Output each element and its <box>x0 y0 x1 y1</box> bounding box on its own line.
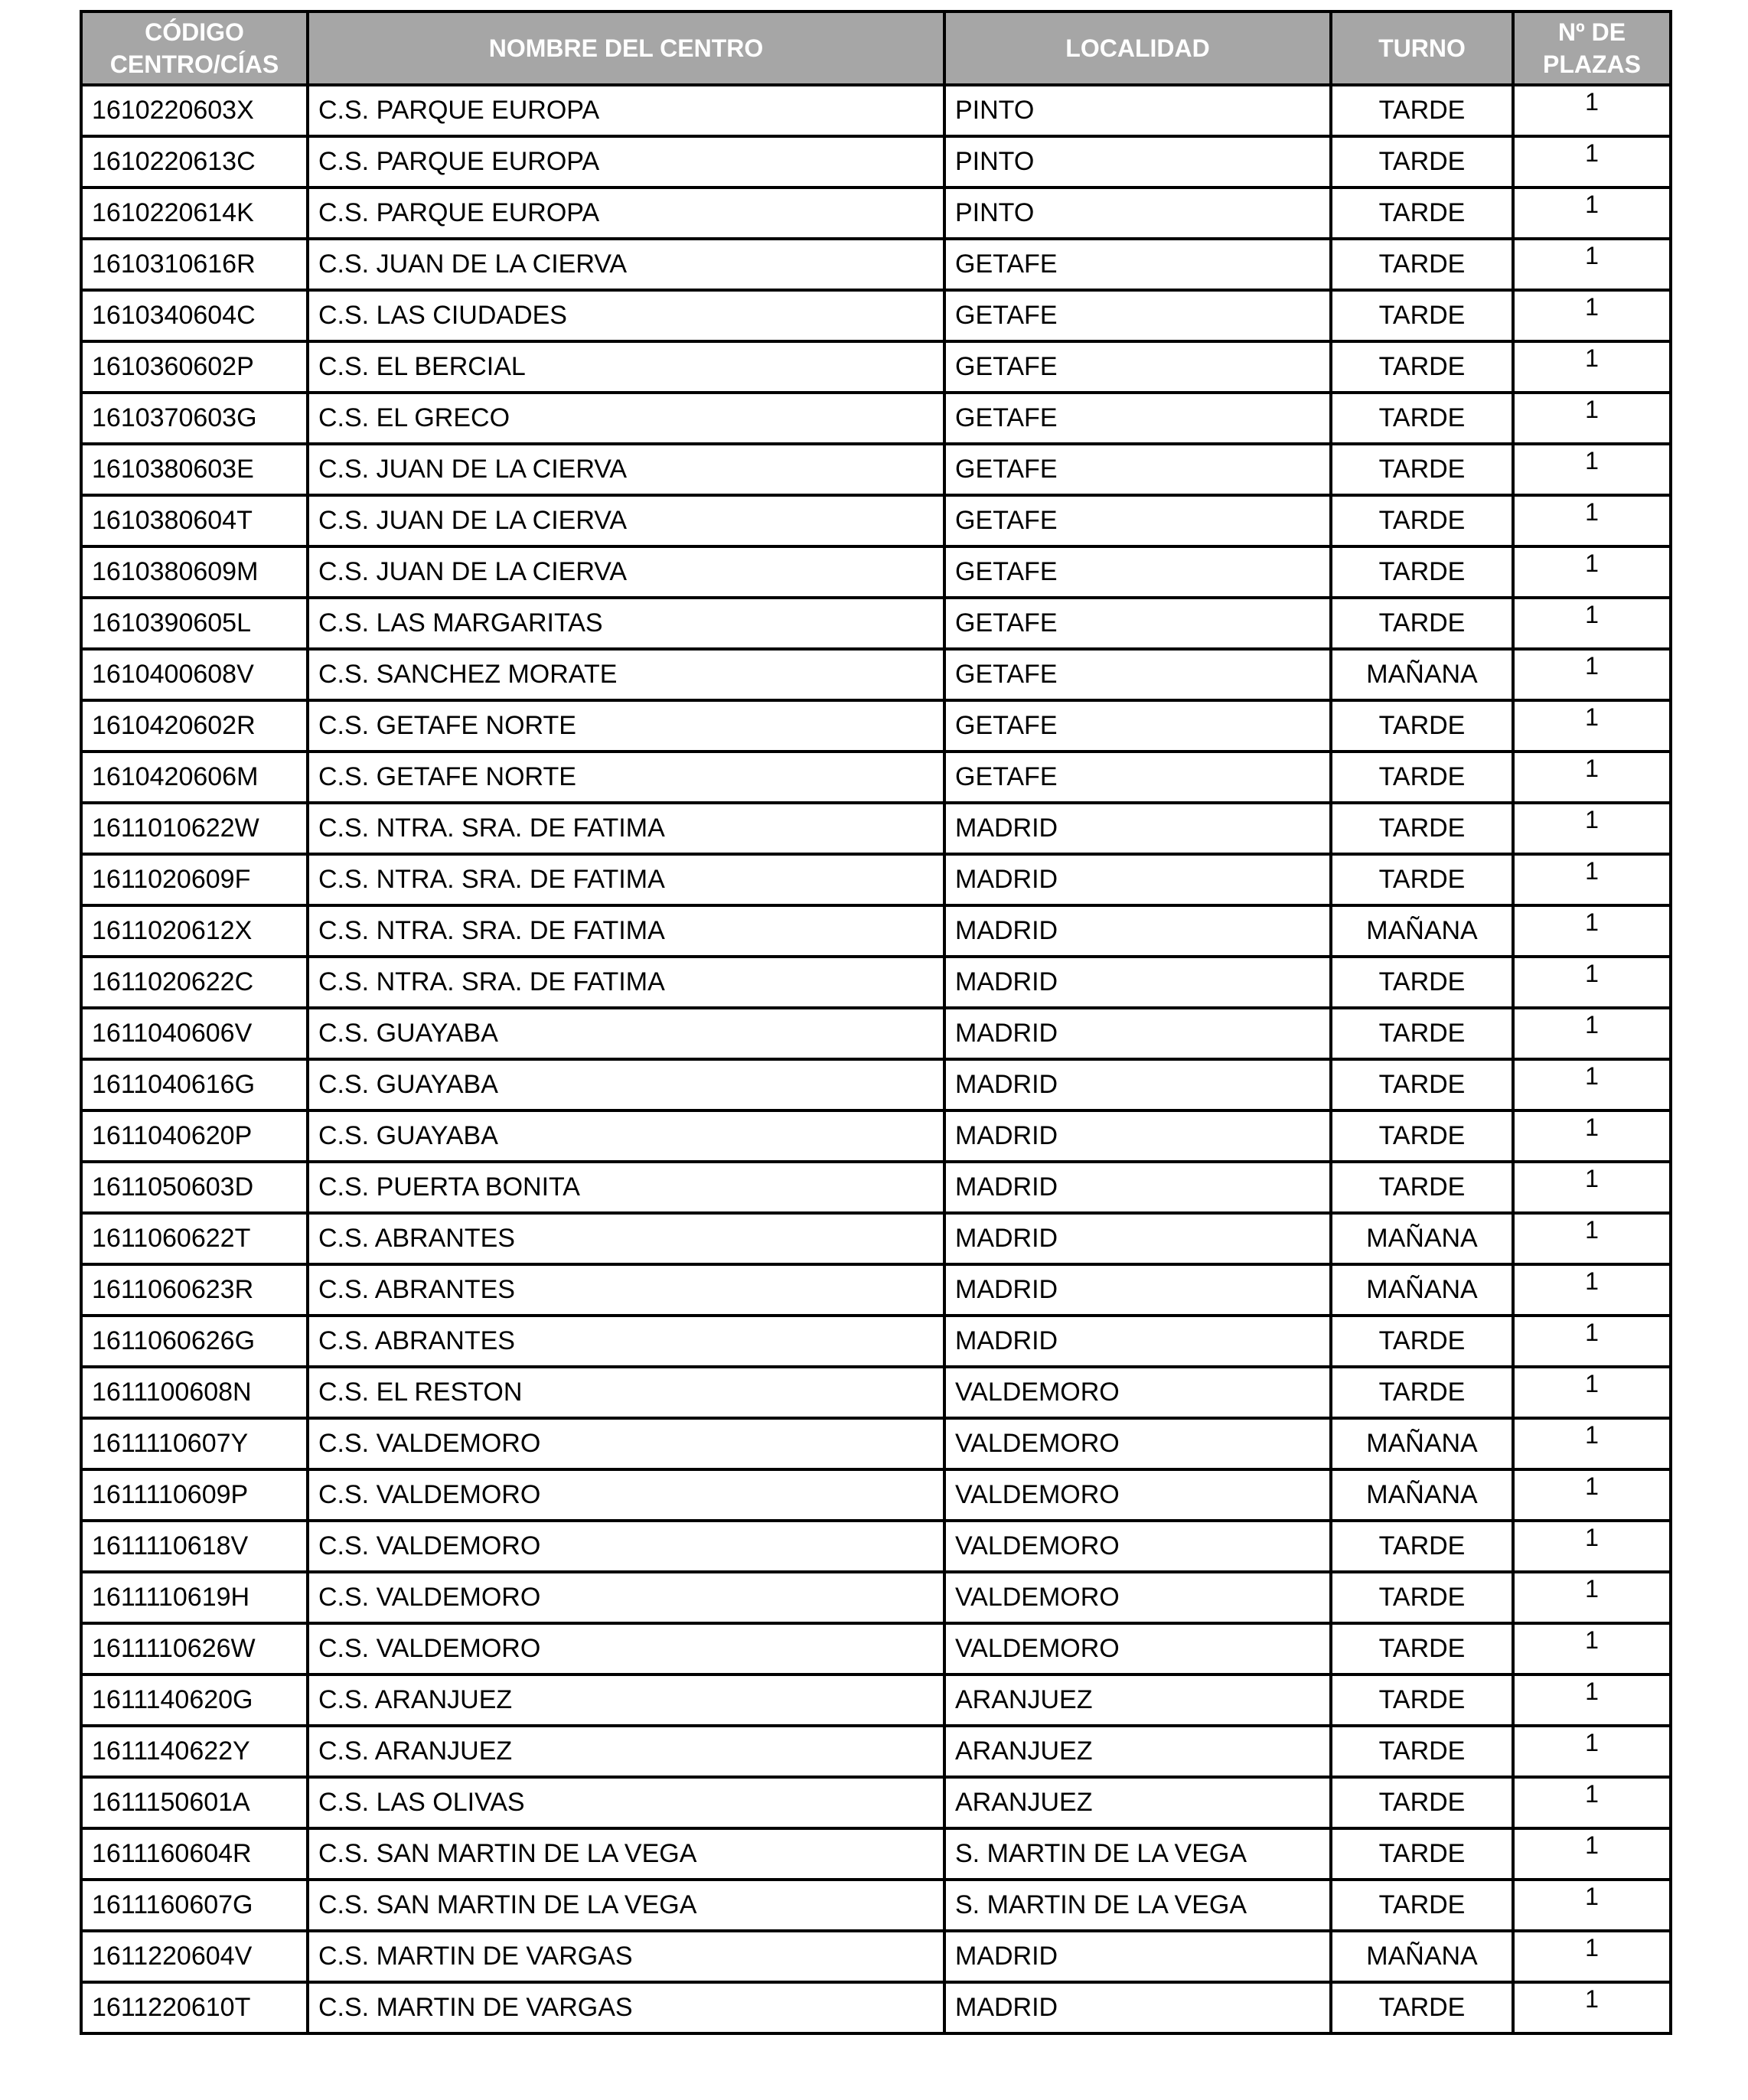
cell-locality: MADRID <box>944 1162 1331 1213</box>
cell-code: 1611140620G <box>81 1674 308 1726</box>
cell-code: 1611110619H <box>81 1572 308 1623</box>
cell-locality: MADRID <box>944 1008 1331 1059</box>
cell-code: 1611050603D <box>81 1162 308 1213</box>
cell-code: 1611040620P <box>81 1110 308 1162</box>
cell-shift: TARDE <box>1331 85 1513 136</box>
cell-shift: TARDE <box>1331 341 1513 393</box>
cell-center-name: C.S. VALDEMORO <box>308 1469 944 1521</box>
plazas-table <box>80 10 1672 2035</box>
table-row <box>81 1469 1671 1521</box>
cell-code: 1611040616G <box>81 1059 308 1110</box>
cell-center-name: C.S. LAS OLIVAS <box>308 1777 944 1828</box>
cell-code: 1611110609P <box>81 1469 308 1521</box>
plazas-table-sheet <box>80 10 1669 2035</box>
cell-shift: MAÑANA <box>1331 1469 1513 1521</box>
cell-locality: GETAFE <box>944 700 1331 752</box>
cell-code: 1610220614K <box>81 188 308 239</box>
table-row <box>81 1828 1671 1880</box>
cell-places: 1 <box>1513 1521 1671 1572</box>
table-row <box>81 290 1671 341</box>
table-row <box>81 495 1671 546</box>
cell-shift: MAÑANA <box>1331 649 1513 700</box>
cell-locality: MADRID <box>944 1982 1331 2033</box>
cell-code: 1610310616R <box>81 239 308 290</box>
table-row <box>81 649 1671 700</box>
cell-places: 1 <box>1513 1982 1671 2033</box>
cell-locality: MADRID <box>944 1110 1331 1162</box>
cell-locality: VALDEMORO <box>944 1572 1331 1623</box>
cell-center-name: C.S. GUAYABA <box>308 1008 944 1059</box>
cell-locality: MADRID <box>944 1264 1331 1316</box>
cell-locality: MADRID <box>944 803 1331 854</box>
cell-locality: VALDEMORO <box>944 1367 1331 1418</box>
table-row <box>81 1213 1671 1264</box>
cell-center-name: C.S. GETAFE NORTE <box>308 752 944 803</box>
cell-code: 1611110626W <box>81 1623 308 1674</box>
cell-places: 1 <box>1513 803 1671 854</box>
cell-code: 1610220603X <box>81 85 308 136</box>
cell-center-name: C.S. EL RESTON <box>308 1367 944 1418</box>
table-row <box>81 905 1671 957</box>
cell-places: 1 <box>1513 188 1671 239</box>
cell-center-name: C.S. VALDEMORO <box>308 1623 944 1674</box>
table-row <box>81 1008 1671 1059</box>
cell-locality: MADRID <box>944 854 1331 905</box>
cell-locality: MADRID <box>944 1059 1331 1110</box>
table-row <box>81 1418 1671 1469</box>
cell-center-name: C.S. ARANJUEZ <box>308 1674 944 1726</box>
cell-shift: MAÑANA <box>1331 1264 1513 1316</box>
cell-locality: GETAFE <box>944 495 1331 546</box>
cell-shift: TARDE <box>1331 290 1513 341</box>
table-row <box>81 341 1671 393</box>
table-row <box>81 1521 1671 1572</box>
cell-center-name: C.S. ABRANTES <box>308 1213 944 1264</box>
cell-code: 1610380603E <box>81 444 308 495</box>
table-row <box>81 444 1671 495</box>
table-row <box>81 546 1671 598</box>
cell-places: 1 <box>1513 598 1671 649</box>
cell-code: 1611150601A <box>81 1777 308 1828</box>
cell-code: 1611160604R <box>81 1828 308 1880</box>
cell-shift: TARDE <box>1331 393 1513 444</box>
header-shift: TURNO <box>1331 11 1513 85</box>
cell-locality: PINTO <box>944 136 1331 188</box>
cell-shift: TARDE <box>1331 1623 1513 1674</box>
cell-shift: TARDE <box>1331 1777 1513 1828</box>
cell-places: 1 <box>1513 752 1671 803</box>
cell-places: 1 <box>1513 1572 1671 1623</box>
cell-center-name: C.S. VALDEMORO <box>308 1572 944 1623</box>
table-row <box>81 1162 1671 1213</box>
table-row <box>81 239 1671 290</box>
table-row <box>81 752 1671 803</box>
cell-code: 1611060626G <box>81 1316 308 1367</box>
cell-shift: TARDE <box>1331 1982 1513 2033</box>
table-body <box>81 85 1671 2033</box>
cell-shift: TARDE <box>1331 598 1513 649</box>
cell-locality: MADRID <box>944 957 1331 1008</box>
cell-places: 1 <box>1513 905 1671 957</box>
cell-places: 1 <box>1513 1880 1671 1931</box>
cell-center-name: C.S. SANCHEZ MORATE <box>308 649 944 700</box>
cell-shift: MAÑANA <box>1331 1931 1513 1982</box>
cell-code: 1611010622W <box>81 803 308 854</box>
cell-places: 1 <box>1513 1931 1671 1982</box>
table-row <box>81 1674 1671 1726</box>
cell-shift: TARDE <box>1331 752 1513 803</box>
table-row <box>81 1931 1671 1982</box>
cell-shift: TARDE <box>1331 700 1513 752</box>
table-row <box>81 1623 1671 1674</box>
cell-locality: ARANJUEZ <box>944 1726 1331 1777</box>
table-row <box>81 700 1671 752</box>
cell-shift: TARDE <box>1331 1880 1513 1931</box>
cell-code: 1611160607G <box>81 1880 308 1931</box>
table-row <box>81 854 1671 905</box>
cell-center-name: C.S. ABRANTES <box>308 1264 944 1316</box>
cell-shift: TARDE <box>1331 1828 1513 1880</box>
cell-places: 1 <box>1513 1213 1671 1264</box>
cell-code: 1610380609M <box>81 546 308 598</box>
cell-shift: TARDE <box>1331 1008 1513 1059</box>
cell-shift: TARDE <box>1331 136 1513 188</box>
cell-shift: TARDE <box>1331 495 1513 546</box>
table-row <box>81 188 1671 239</box>
cell-locality: GETAFE <box>944 444 1331 495</box>
cell-places: 1 <box>1513 85 1671 136</box>
table-row <box>81 1726 1671 1777</box>
cell-code: 1611020622C <box>81 957 308 1008</box>
cell-places: 1 <box>1513 854 1671 905</box>
cell-center-name: C.S. NTRA. SRA. DE FATIMA <box>308 854 944 905</box>
header-places: Nº DE PLAZAS <box>1513 11 1671 85</box>
table-row <box>81 136 1671 188</box>
cell-center-name: C.S. SAN MARTIN DE LA VEGA <box>308 1880 944 1931</box>
cell-locality: GETAFE <box>944 239 1331 290</box>
cell-code: 1611220604V <box>81 1931 308 1982</box>
cell-places: 1 <box>1513 1623 1671 1674</box>
cell-center-name: C.S. LAS CIUDADES <box>308 290 944 341</box>
cell-code: 1610380604T <box>81 495 308 546</box>
cell-places: 1 <box>1513 1316 1671 1367</box>
cell-shift: TARDE <box>1331 1110 1513 1162</box>
cell-places: 1 <box>1513 546 1671 598</box>
cell-shift: TARDE <box>1331 1674 1513 1726</box>
cell-shift: TARDE <box>1331 444 1513 495</box>
cell-places: 1 <box>1513 1418 1671 1469</box>
cell-shift: TARDE <box>1331 1059 1513 1110</box>
cell-code: 1610420602R <box>81 700 308 752</box>
cell-locality: GETAFE <box>944 393 1331 444</box>
cell-locality: S. MARTIN DE LA VEGA <box>944 1880 1331 1931</box>
cell-locality: VALDEMORO <box>944 1418 1331 1469</box>
table-row <box>81 1316 1671 1367</box>
cell-center-name: C.S. JUAN DE LA CIERVA <box>308 495 944 546</box>
cell-center-name: C.S. PUERTA BONITA <box>308 1162 944 1213</box>
cell-center-name: C.S. EL GRECO <box>308 393 944 444</box>
cell-code: 1611110607Y <box>81 1418 308 1469</box>
cell-code: 1611060623R <box>81 1264 308 1316</box>
cell-code: 1610360602P <box>81 341 308 393</box>
cell-center-name: C.S. MARTIN DE VARGAS <box>308 1982 944 2033</box>
cell-center-name: C.S. NTRA. SRA. DE FATIMA <box>308 803 944 854</box>
cell-shift: TARDE <box>1331 803 1513 854</box>
cell-code: 1610340604C <box>81 290 308 341</box>
table-row <box>81 85 1671 136</box>
cell-code: 1611140622Y <box>81 1726 308 1777</box>
cell-code: 1610420606M <box>81 752 308 803</box>
cell-places: 1 <box>1513 341 1671 393</box>
table-row <box>81 1264 1671 1316</box>
table-row <box>81 1110 1671 1162</box>
cell-places: 1 <box>1513 700 1671 752</box>
cell-places: 1 <box>1513 1162 1671 1213</box>
cell-code: 1611020612X <box>81 905 308 957</box>
cell-shift: TARDE <box>1331 1572 1513 1623</box>
cell-center-name: C.S. MARTIN DE VARGAS <box>308 1931 944 1982</box>
cell-shift: TARDE <box>1331 546 1513 598</box>
cell-places: 1 <box>1513 1828 1671 1880</box>
cell-center-name: C.S. EL BERCIAL <box>308 341 944 393</box>
cell-shift: TARDE <box>1331 1726 1513 1777</box>
cell-center-name: C.S. NTRA. SRA. DE FATIMA <box>308 905 944 957</box>
cell-code: 1611060622T <box>81 1213 308 1264</box>
table-row <box>81 1572 1671 1623</box>
cell-places: 1 <box>1513 1264 1671 1316</box>
header-locality: LOCALIDAD <box>944 11 1331 85</box>
cell-shift: TARDE <box>1331 1367 1513 1418</box>
cell-places: 1 <box>1513 495 1671 546</box>
cell-places: 1 <box>1513 136 1671 188</box>
cell-code: 1611020609F <box>81 854 308 905</box>
header-code: CÓDIGO CENTRO/CÍAS <box>81 11 308 85</box>
cell-locality: S. MARTIN DE LA VEGA <box>944 1828 1331 1880</box>
cell-locality: GETAFE <box>944 752 1331 803</box>
cell-code: 1610370603G <box>81 393 308 444</box>
table-row <box>81 1367 1671 1418</box>
cell-places: 1 <box>1513 1674 1671 1726</box>
cell-locality: MADRID <box>944 1316 1331 1367</box>
cell-locality: MADRID <box>944 1213 1331 1264</box>
table-row <box>81 1777 1671 1828</box>
cell-center-name: C.S. PARQUE EUROPA <box>308 188 944 239</box>
table-row <box>81 957 1671 1008</box>
cell-center-name: C.S. PARQUE EUROPA <box>308 136 944 188</box>
cell-center-name: C.S. ARANJUEZ <box>308 1726 944 1777</box>
cell-center-name: C.S. LAS MARGARITAS <box>308 598 944 649</box>
cell-locality: VALDEMORO <box>944 1469 1331 1521</box>
cell-center-name: C.S. JUAN DE LA CIERVA <box>308 444 944 495</box>
cell-locality: MADRID <box>944 905 1331 957</box>
cell-code: 1611110618V <box>81 1521 308 1572</box>
cell-shift: TARDE <box>1331 239 1513 290</box>
cell-shift: TARDE <box>1331 1316 1513 1367</box>
cell-locality: VALDEMORO <box>944 1521 1331 1572</box>
table-row <box>81 803 1671 854</box>
table-row <box>81 1880 1671 1931</box>
cell-code: 1610390605L <box>81 598 308 649</box>
cell-center-name: C.S. GUAYABA <box>308 1059 944 1110</box>
cell-code: 1610220613C <box>81 136 308 188</box>
cell-code: 1611220610T <box>81 1982 308 2033</box>
header-name: NOMBRE DEL CENTRO <box>308 11 944 85</box>
cell-places: 1 <box>1513 444 1671 495</box>
cell-places: 1 <box>1513 1110 1671 1162</box>
cell-center-name: C.S. JUAN DE LA CIERVA <box>308 239 944 290</box>
table-row <box>81 393 1671 444</box>
cell-places: 1 <box>1513 1059 1671 1110</box>
cell-places: 1 <box>1513 1008 1671 1059</box>
cell-center-name: C.S. PARQUE EUROPA <box>308 85 944 136</box>
cell-places: 1 <box>1513 1726 1671 1777</box>
cell-locality: PINTO <box>944 188 1331 239</box>
cell-center-name: C.S. VALDEMORO <box>308 1418 944 1469</box>
table-row <box>81 1059 1671 1110</box>
cell-center-name: C.S. JUAN DE LA CIERVA <box>308 546 944 598</box>
cell-center-name: C.S. GUAYABA <box>308 1110 944 1162</box>
header-row <box>81 11 1671 85</box>
cell-locality: GETAFE <box>944 598 1331 649</box>
cell-shift: MAÑANA <box>1331 1418 1513 1469</box>
cell-locality: ARANJUEZ <box>944 1777 1331 1828</box>
cell-code: 1611100608N <box>81 1367 308 1418</box>
cell-locality: GETAFE <box>944 341 1331 393</box>
cell-locality: MADRID <box>944 1931 1331 1982</box>
cell-center-name: C.S. VALDEMORO <box>308 1521 944 1572</box>
cell-locality: ARANJUEZ <box>944 1674 1331 1726</box>
cell-shift: TARDE <box>1331 188 1513 239</box>
cell-center-name: C.S. GETAFE NORTE <box>308 700 944 752</box>
cell-shift: TARDE <box>1331 1162 1513 1213</box>
table-header <box>81 11 1671 85</box>
cell-places: 1 <box>1513 393 1671 444</box>
cell-places: 1 <box>1513 1367 1671 1418</box>
cell-center-name: C.S. ABRANTES <box>308 1316 944 1367</box>
cell-center-name: C.S. SAN MARTIN DE LA VEGA <box>308 1828 944 1880</box>
cell-shift: TARDE <box>1331 854 1513 905</box>
cell-locality: GETAFE <box>944 290 1331 341</box>
cell-shift: MAÑANA <box>1331 905 1513 957</box>
cell-locality: GETAFE <box>944 649 1331 700</box>
cell-places: 1 <box>1513 1777 1671 1828</box>
cell-places: 1 <box>1513 1469 1671 1521</box>
cell-places: 1 <box>1513 290 1671 341</box>
cell-code: 1610400608V <box>81 649 308 700</box>
cell-shift: TARDE <box>1331 957 1513 1008</box>
cell-code: 1611040606V <box>81 1008 308 1059</box>
cell-places: 1 <box>1513 239 1671 290</box>
cell-center-name: C.S. NTRA. SRA. DE FATIMA <box>308 957 944 1008</box>
table-row <box>81 598 1671 649</box>
cell-places: 1 <box>1513 957 1671 1008</box>
cell-locality: GETAFE <box>944 546 1331 598</box>
cell-shift: TARDE <box>1331 1521 1513 1572</box>
cell-locality: PINTO <box>944 85 1331 136</box>
cell-places: 1 <box>1513 649 1671 700</box>
cell-shift: MAÑANA <box>1331 1213 1513 1264</box>
cell-locality: VALDEMORO <box>944 1623 1331 1674</box>
table-row <box>81 1982 1671 2033</box>
